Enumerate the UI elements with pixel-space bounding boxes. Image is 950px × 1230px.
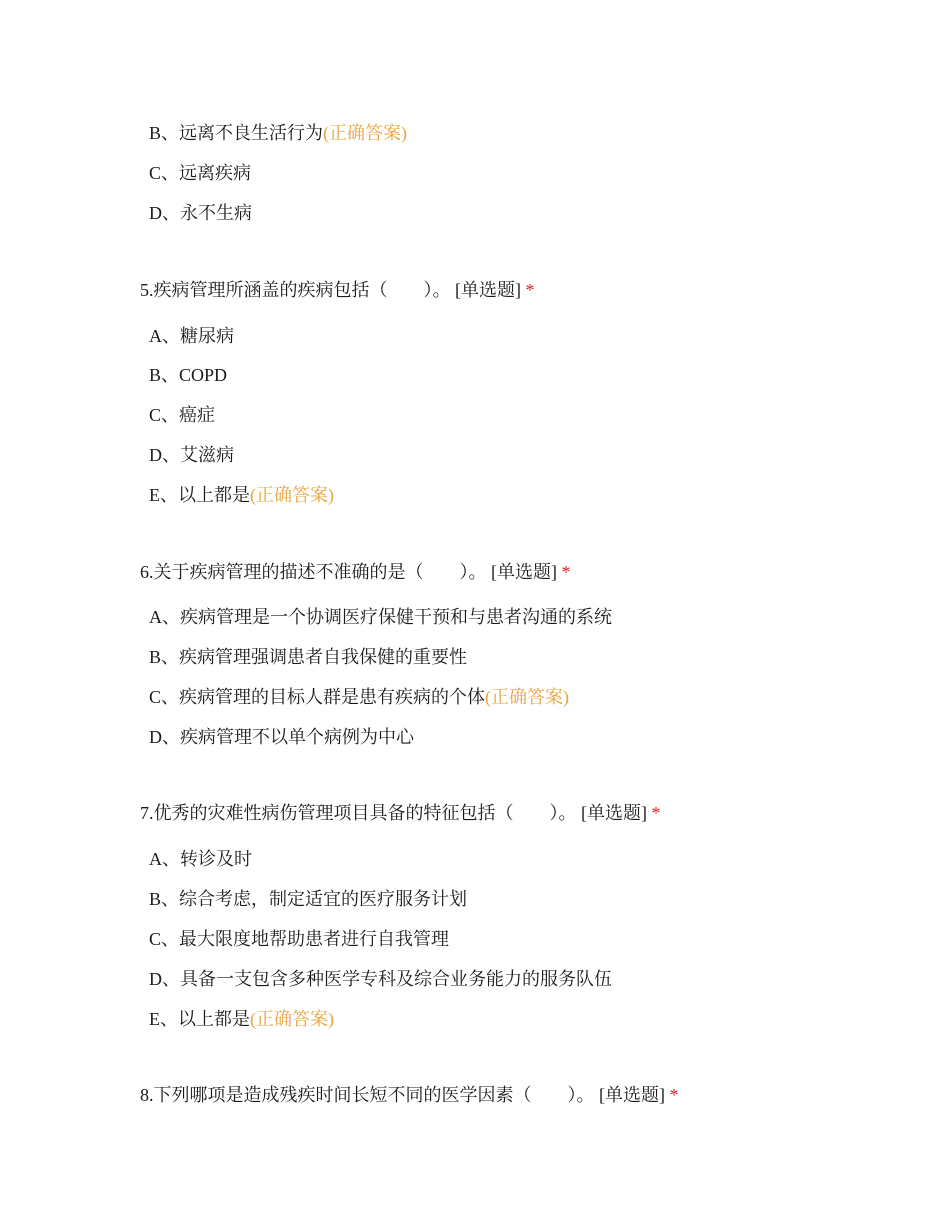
option-letter: A、 — [149, 607, 180, 627]
option-item — [149, 324, 234, 348]
option-letter: A、 — [149, 849, 180, 869]
option-letter: E、 — [149, 485, 178, 505]
question-type: [单选题] — [599, 1085, 665, 1105]
option-text: 疾病管理是一个协调医疗保健干预和与患者沟通的系统 — [180, 607, 612, 627]
option-item — [149, 887, 467, 911]
question-type: [单选题] — [491, 562, 557, 582]
option-letter: D、 — [149, 969, 180, 989]
option-item — [149, 161, 251, 185]
option-text: 以上都是 — [178, 1009, 250, 1029]
option-text: 综合考虑，制定适宜的医疗服务计划 — [179, 889, 468, 909]
question-title — [140, 278, 535, 302]
option-text: 最大限度地帮助患者进行自我管理 — [179, 929, 450, 949]
option-item — [149, 605, 612, 629]
option-letter: A、 — [149, 326, 180, 346]
option-letter: C、 — [149, 929, 180, 949]
option-text: 远离疾病 — [179, 163, 252, 183]
correct-answer-label: (正确答案) — [250, 1009, 334, 1029]
question-title — [140, 560, 571, 584]
required-mark: * — [669, 1085, 679, 1105]
question-title — [140, 801, 661, 825]
option-letter: D、 — [149, 203, 180, 223]
required-mark: * — [651, 803, 661, 823]
option-text: 永不生病 — [180, 203, 252, 223]
option-letter: B、 — [149, 647, 180, 667]
question-type: [单选题] — [581, 803, 647, 823]
question-type: [单选题] — [455, 280, 521, 300]
option-item — [149, 1007, 334, 1031]
option-text: 远离不良生活行为 — [179, 123, 324, 143]
required-mark: * — [525, 280, 535, 300]
option-letter: B、 — [149, 365, 180, 385]
option-letter: C、 — [149, 405, 180, 425]
correct-answer-label: (正确答案) — [250, 485, 334, 505]
option-text: 以上都是 — [178, 485, 250, 505]
option-letter: E、 — [149, 1009, 178, 1029]
option-item — [149, 443, 234, 467]
option-item — [149, 645, 467, 669]
option-letter: D、 — [149, 445, 180, 465]
question-title — [140, 1083, 679, 1107]
option-item — [149, 201, 252, 225]
option-text: 艾滋病 — [180, 445, 234, 465]
option-letter: C、 — [149, 163, 180, 183]
option-letter: C、 — [149, 687, 180, 707]
option-text: 糖尿病 — [180, 326, 234, 346]
option-item — [149, 847, 252, 871]
option-text: 具备一支包含多种医学专科及综合业务能力的服务队伍 — [180, 969, 612, 989]
option-letter: B、 — [149, 889, 180, 909]
question-text: 8.下列哪项是造成残疾时间长短不同的医学因素（ ）。 — [140, 1085, 595, 1105]
correct-answer-label: (正确答案) — [485, 687, 570, 707]
option-letter: B、 — [149, 123, 180, 143]
required-mark: * — [561, 562, 571, 582]
option-text: 疾病管理的目标人群是患有疾病的个体 — [179, 687, 486, 707]
option-item — [149, 725, 414, 749]
option-letter: D、 — [149, 727, 180, 747]
question-text: 7.优秀的灾难性病伤管理项目具备的特征包括（ ）。 — [140, 803, 577, 823]
question-text: 6.关于疾病管理的描述不准确的是（ ）。 — [140, 562, 487, 582]
option-text: COPD — [179, 365, 228, 385]
option-item — [149, 927, 449, 951]
option-item — [149, 403, 215, 427]
option-item — [149, 967, 612, 991]
option-text: 疾病管理不以单个病例为中心 — [180, 727, 414, 747]
option-item — [149, 121, 407, 145]
option-text: 转诊及时 — [180, 849, 252, 869]
option-item — [149, 685, 569, 709]
option-item — [149, 363, 227, 387]
option-item — [149, 483, 334, 507]
correct-answer-label: (正确答案) — [323, 123, 408, 143]
option-text: 癌症 — [179, 405, 216, 425]
question-text: 5.疾病管理所涵盖的疾病包括（ ）。 — [140, 280, 451, 300]
option-text: 疾病管理强调患者自我保健的重要性 — [179, 647, 468, 667]
